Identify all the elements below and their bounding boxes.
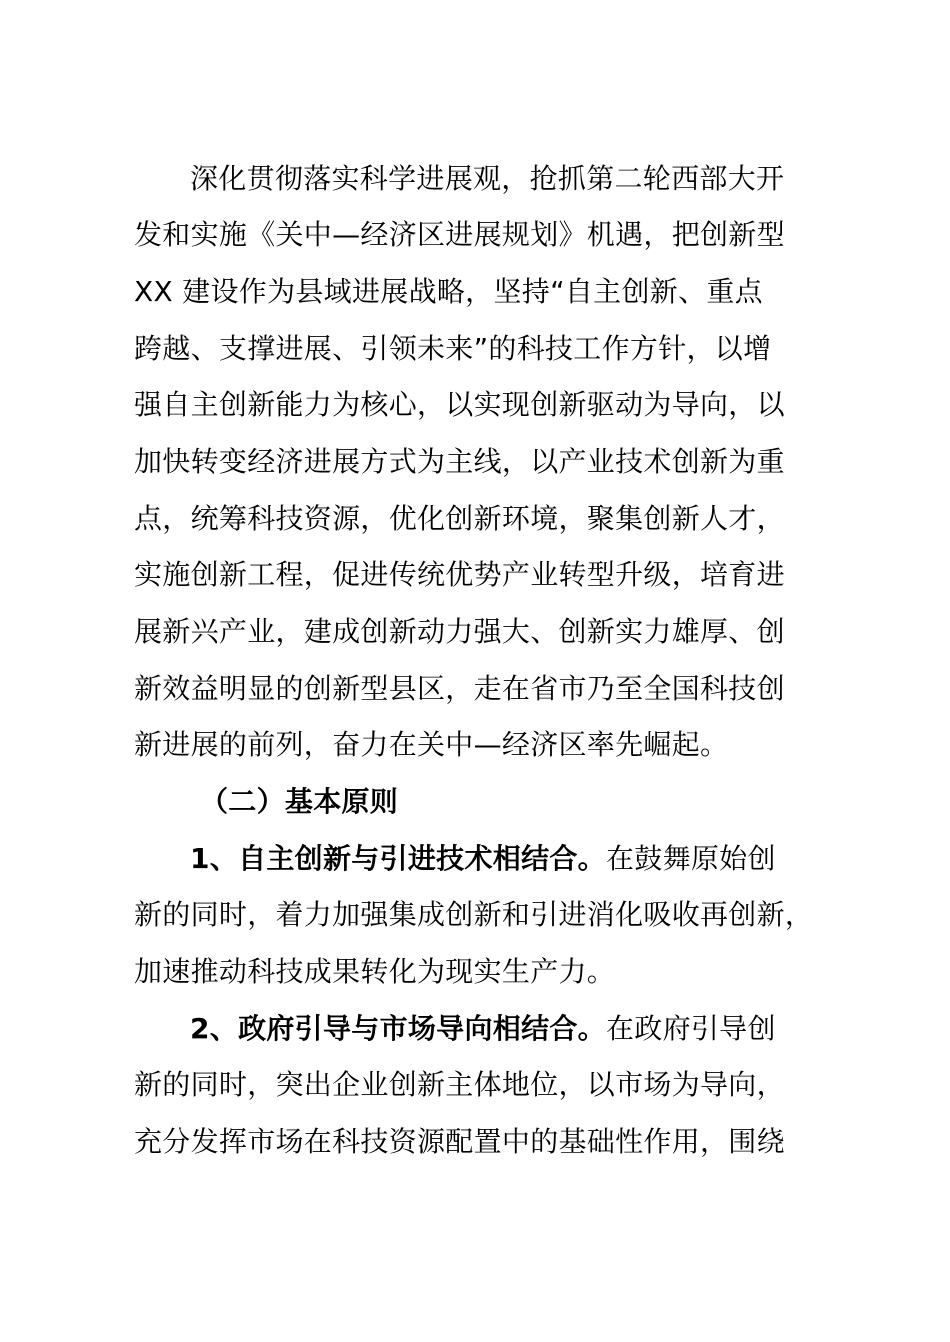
paragraph-line: 发和实施《关中—经济区进展规划》机遇，把创新型 bbox=[134, 218, 785, 251]
principle-1-title: 1、自主创新与引进技术相结合。 bbox=[190, 842, 606, 875]
paragraph-line: XX 建设作为县域进展战略，坚持“自主创新、重点 bbox=[134, 275, 763, 308]
paragraph-line: 新的同时，着力加强集成创新和引进消化吸收再创新， bbox=[134, 898, 814, 931]
section-heading: （二）基本原则 bbox=[200, 785, 399, 818]
paragraph-line: 强自主创新能力为核心，以实现创新驱动为导向，以 bbox=[134, 388, 785, 421]
principle-2-text: 在政府引导创 bbox=[605, 1012, 776, 1045]
principle-2-title: 2、政府引导与市场导向相结合。 bbox=[190, 1012, 606, 1045]
paragraph-line: 加速推动科技成果转化为现实生产力。 bbox=[134, 955, 616, 988]
principle-1-first-line bbox=[190, 840, 776, 878]
paragraph-line: 深化贯彻落实科学进展观，抢抓第二轮西部大开 bbox=[190, 162, 785, 195]
paragraph-line: 跨越、支撑进展、引领未来”的科技工作方针，以增 bbox=[134, 332, 772, 365]
paragraph-line: 新的同时，突出企业创新主体地位，以市场为导向， bbox=[134, 1068, 785, 1101]
paragraph-line: 点，统筹科技资源，优化创新环境，聚集创新人才， bbox=[134, 502, 785, 535]
paragraph-line: 新效益明显的创新型县区，走在省市乃至全国科技创 bbox=[134, 672, 785, 705]
paragraph-line: 充分发挥市场在科技资源配置中的基础性作用，围绕 bbox=[134, 1125, 785, 1158]
principle-1-text: 在鼓舞原始创 bbox=[605, 842, 776, 875]
paragraph-line: 实施创新工程，促进传统优势产业转型升级，培育进 bbox=[134, 558, 785, 591]
paragraph-line: 新进展的前列，奋力在关中—经济区率先崛起。 bbox=[134, 728, 729, 761]
paragraph-line: 展新兴产业，建成创新动力强大、创新实力雄厚、创 bbox=[134, 615, 785, 648]
principle-2-first-line bbox=[190, 1010, 776, 1048]
paragraph-line: 加快转变经济进展方式为主线，以产业技术创新为重 bbox=[134, 445, 785, 478]
